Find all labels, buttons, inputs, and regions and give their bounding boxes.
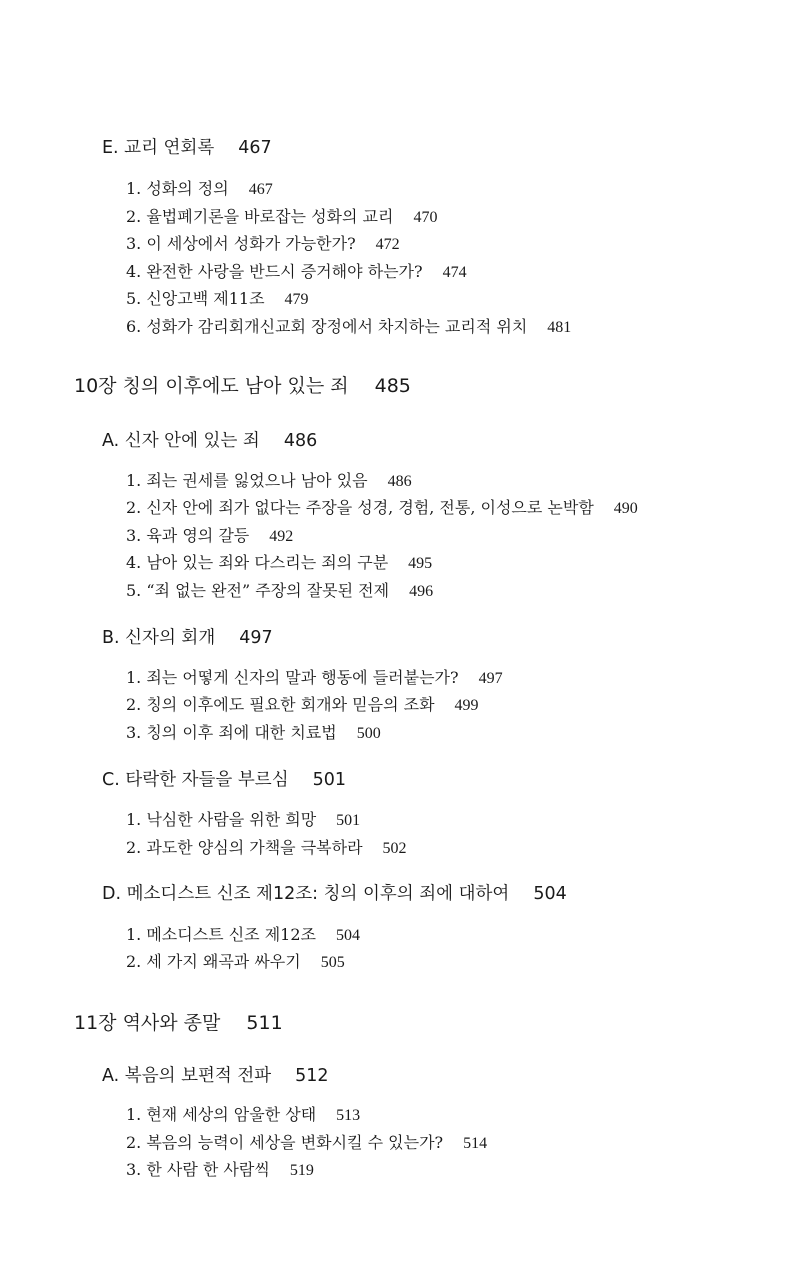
- toc-page-number: 467: [248, 181, 273, 198]
- toc-page-number: 505: [320, 954, 345, 971]
- toc-section-heading: [102, 1062, 329, 1087]
- toc-page-number: 481: [547, 319, 572, 336]
- toc-chapter-heading: [74, 1008, 283, 1035]
- toc-item-title: 3. 이 세상에서 성화가 가능한가?: [126, 234, 356, 253]
- toc-item-title: 1. 죄는 어떻게 신자의 말과 행동에 들러붙는가?: [126, 668, 459, 687]
- toc-item-title: 3. 칭의 이후 죄에 대한 치료법: [126, 723, 337, 742]
- toc-item: [126, 286, 309, 309]
- toc-page-number: 499: [454, 697, 479, 714]
- toc-item: [126, 720, 381, 743]
- toc-page-number: 502: [382, 840, 407, 857]
- toc-section-heading: [102, 134, 272, 159]
- toc-item-title: 3. 육과 영의 갈등: [126, 526, 250, 545]
- toc-item: [126, 1102, 360, 1125]
- toc-item-title: 2. 과도한 양심의 가책을 극복하라: [126, 838, 363, 857]
- toc-item-title: 2. 세 가지 왜곡과 싸우기: [126, 952, 301, 971]
- toc-item-title: 4. 남아 있는 죄와 다스리는 죄의 구분: [126, 553, 389, 572]
- toc-entry-title: 11장 역사와 종말: [74, 1012, 221, 1034]
- toc-entry-title: A. 복음의 보편적 전파: [102, 1066, 272, 1086]
- toc-page-number: 497: [239, 628, 273, 648]
- toc-item-title: 2. 복음의 능력이 세상을 변화시킬 수 있는가?: [126, 1133, 444, 1152]
- toc-item-title: 5. 신앙고백 제11조: [126, 289, 265, 308]
- toc-item-title: 1. 죄는 권세를 잃었으나 남아 있음: [126, 471, 368, 490]
- toc-page-number: 472: [375, 236, 400, 253]
- toc-item: [126, 692, 479, 715]
- toc-page-number: 504: [533, 884, 567, 904]
- toc-page-number: 496: [409, 583, 434, 600]
- toc-item: [126, 495, 638, 518]
- toc-item: [126, 259, 467, 282]
- toc-entry-title: 10장 칭의 이후에도 남아 있는 죄: [74, 375, 349, 397]
- toc-item: [126, 1157, 314, 1180]
- toc-item-title: 1. 메소디스트 신조 제12조: [126, 925, 316, 944]
- toc-item-title: 2. 칭의 이후에도 필요한 회개와 믿음의 조화: [126, 695, 435, 714]
- toc-item: [126, 665, 503, 688]
- toc-item-title: 6. 성화가 감리회개신교회 장정에서 차지하는 교리적 위치: [126, 317, 528, 336]
- toc-page-number: 470: [413, 209, 438, 226]
- toc-entry-title: B. 신자의 회개: [102, 628, 216, 648]
- toc-item-title: 4. 완전한 사랑을 반드시 증거해야 하는가?: [126, 262, 423, 281]
- toc-item-title: 3. 한 사람 한 사람씩: [126, 1160, 270, 1179]
- toc-item: [126, 578, 433, 601]
- toc-item: [126, 807, 360, 830]
- toc-page-number: 479: [284, 291, 309, 308]
- toc-page-number: 519: [289, 1162, 314, 1179]
- toc-page-number: 513: [336, 1107, 361, 1124]
- toc-item: [126, 550, 432, 573]
- toc-page-number: 495: [408, 555, 433, 572]
- toc-item-title: 1. 현재 세상의 암울한 상태: [126, 1105, 317, 1124]
- toc-item: [126, 204, 437, 227]
- toc-item: [126, 1130, 487, 1153]
- toc-page-number: 501: [312, 770, 347, 790]
- toc-item-title: 2. 신자 안에 죄가 없다는 주장을 성경, 경험, 전통, 이성으로 논박함: [126, 498, 594, 517]
- toc-item: [126, 922, 360, 945]
- toc-page-number: 467: [238, 138, 272, 158]
- toc-page-number: 474: [442, 264, 467, 281]
- toc-chapter-heading: [74, 371, 411, 398]
- toc-item: [126, 949, 345, 972]
- toc-entry-title: C. 타락한 자들을 부르심: [102, 770, 289, 790]
- toc-entry-title: E. 교리 연회록: [102, 138, 215, 158]
- toc-page-number: 497: [478, 670, 503, 687]
- toc-item: [126, 835, 407, 858]
- toc-page-number: 511: [246, 1012, 283, 1034]
- toc-item-title: 5. “죄 없는 완전” 주장의 잘못된 전제: [126, 581, 390, 600]
- toc-entry-title: D. 메소디스트 신조 제12조: 칭의 이후의 죄에 대하여: [102, 884, 510, 904]
- toc-page-number: 485: [374, 375, 411, 397]
- toc-item: [126, 523, 293, 546]
- toc-page-number: 504: [336, 927, 360, 944]
- toc-page-number: 490: [613, 500, 638, 517]
- toc-item-title: 2. 율법폐기론을 바로잡는 성화의 교리: [126, 207, 394, 226]
- toc-item-title: 1. 성화의 정의: [126, 179, 229, 198]
- toc-entry-title: A. 신자 안에 있는 죄: [102, 431, 260, 451]
- toc-page-number: 500: [356, 725, 381, 742]
- toc-item-title: 1. 낙심한 사람을 위한 희망: [126, 810, 317, 829]
- toc-page-number: 512: [295, 1066, 329, 1086]
- toc-item: [126, 231, 400, 254]
- toc-section-heading: [102, 766, 346, 791]
- toc-page-number: 486: [283, 431, 318, 451]
- toc-item: [126, 176, 273, 199]
- toc-page-number: 514: [463, 1135, 488, 1152]
- toc-page-number: 501: [336, 812, 361, 829]
- toc-page-number: 486: [387, 473, 412, 490]
- toc-section-heading: [102, 880, 567, 905]
- toc-item: [126, 468, 412, 491]
- toc-section-heading: [102, 427, 317, 452]
- toc-section-heading: [102, 624, 273, 649]
- toc-item: [126, 314, 571, 337]
- toc-page-number: 492: [269, 528, 294, 545]
